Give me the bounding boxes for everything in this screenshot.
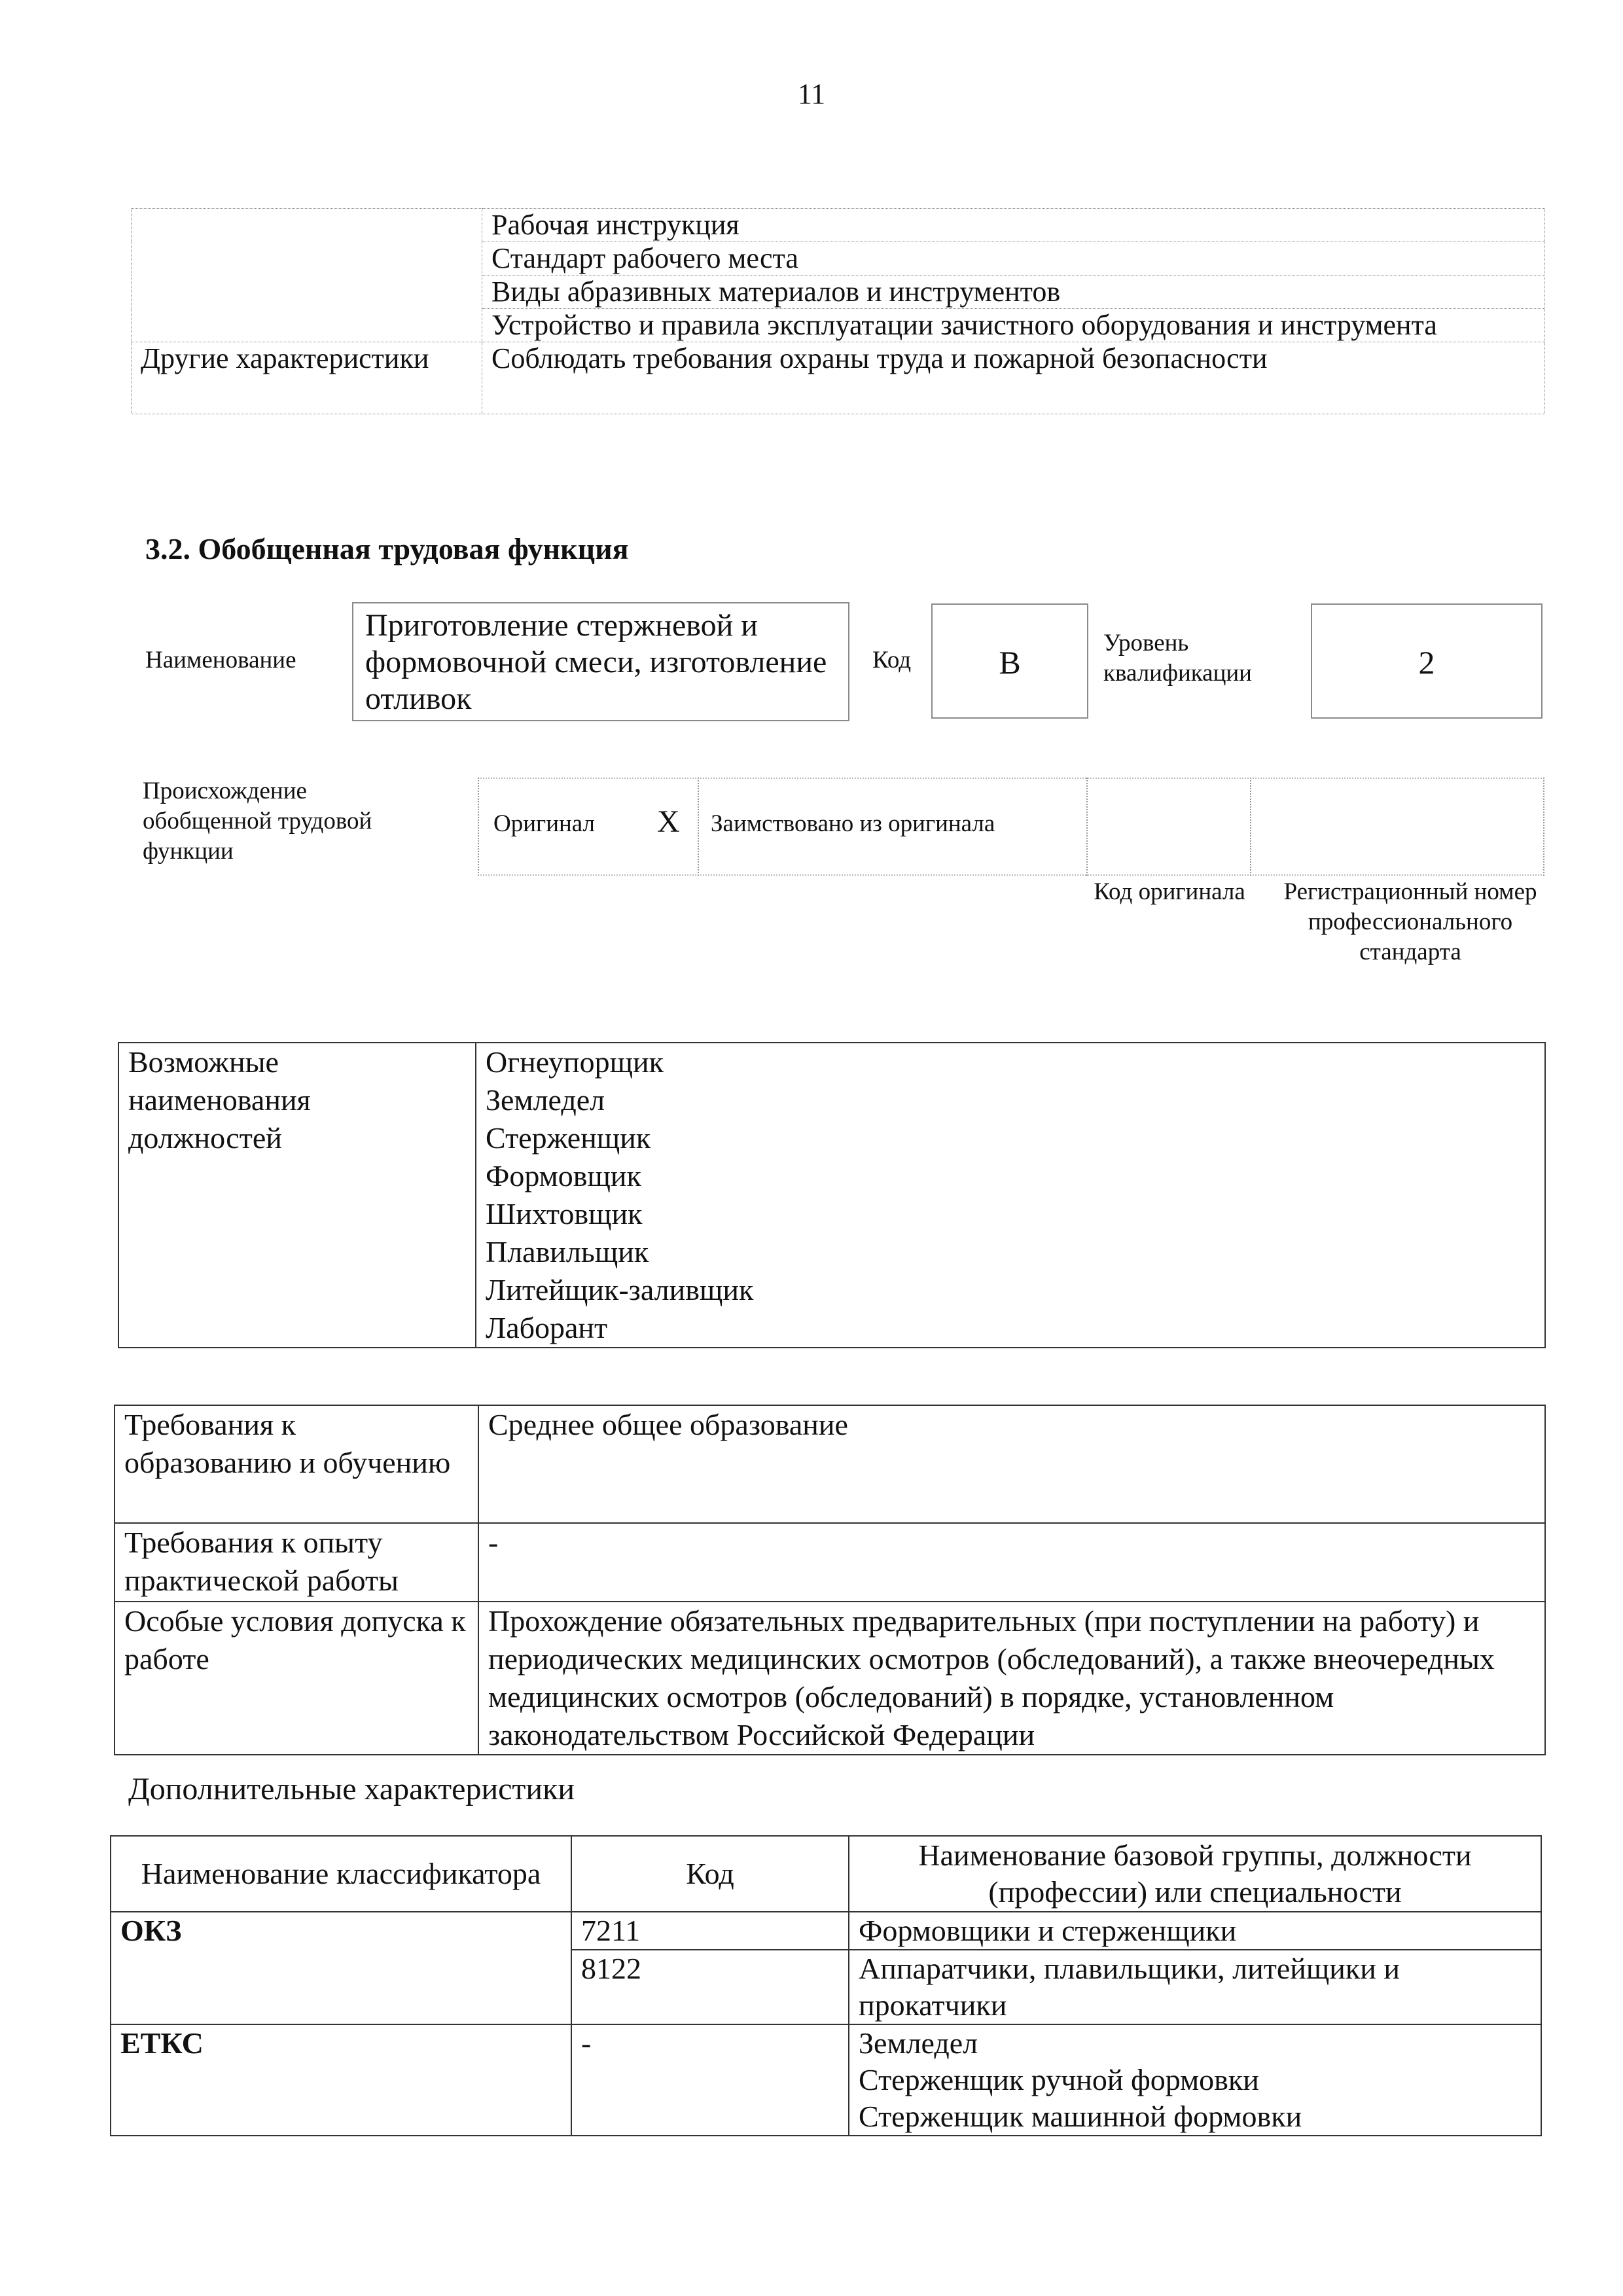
requirement-label: Требования к образованию и обучению xyxy=(115,1405,478,1523)
table-cell-label: Другие характеристики xyxy=(132,342,482,414)
group-name-cell: Аппаратчики, плавильщики, литейщики и прокатчики xyxy=(849,1950,1541,2024)
table-cell: Стандарт рабочего места xyxy=(482,242,1545,276)
original-mark: X xyxy=(657,804,680,839)
requirements-table xyxy=(114,1405,1546,1755)
list-item: Земледел xyxy=(486,1083,605,1117)
reg-number-label: Регистрационный номер профессионального стандарта xyxy=(1283,878,1537,965)
code-cell: 8122 xyxy=(571,1950,849,2024)
table-cell: Соблюдать требования охраны труда и пожарной безопасности xyxy=(482,342,1545,414)
positions-list xyxy=(476,1043,1545,1348)
origin-label: Происхождение обобщенной трудовой функции xyxy=(143,778,372,865)
table-row xyxy=(132,209,1545,242)
header-classifier: Наименование классификатора xyxy=(111,1836,571,1912)
code-label: Код xyxy=(872,647,912,673)
positions-label: Возможные наименования должностей xyxy=(118,1043,476,1348)
origin-row xyxy=(478,778,1544,876)
requirement-value: - xyxy=(478,1523,1545,1602)
table-row xyxy=(132,342,1545,414)
classifier-okz: ОКЗ xyxy=(111,1912,571,2024)
divider xyxy=(1543,778,1544,876)
list-item: Огнеупорщик xyxy=(486,1045,664,1079)
table-row xyxy=(115,1602,1545,1755)
classifier-table xyxy=(110,1835,1542,2136)
name-label: Наименование xyxy=(145,647,296,673)
list-item: Стерженщик машинной формовки xyxy=(859,2100,1302,2133)
extra-heading: Дополнительные характеристики xyxy=(128,1772,575,1806)
list-item: Лаборант xyxy=(486,1311,608,1344)
list-item: Земледел xyxy=(859,2026,978,2060)
table-row xyxy=(111,1912,1541,1950)
list-item: Формовщик xyxy=(486,1159,641,1193)
borrowed-label: Заимствовано из оригинала xyxy=(711,810,995,837)
page-number: 11 xyxy=(797,78,826,110)
group-name-cell xyxy=(849,2024,1541,2136)
table-row xyxy=(118,1043,1545,1348)
divider xyxy=(1086,778,1088,876)
requirement-label: Требования к опыту практической работы xyxy=(115,1523,478,1602)
section-heading: 3.2. Обобщенная трудовая функция xyxy=(145,532,629,565)
requirement-label: Особые условия допуска к работе xyxy=(115,1602,478,1755)
code-cell: 7211 xyxy=(571,1912,849,1950)
table-cell: Виды абразивных материалов и инструментов xyxy=(482,276,1545,309)
divider xyxy=(478,778,479,876)
list-item: Плавильщик xyxy=(486,1235,649,1268)
level-label: Уровень квалификации xyxy=(1103,630,1252,687)
origin-code-label: Код оригинала xyxy=(1094,878,1245,905)
classifier-etks: ЕТКС xyxy=(111,2024,571,2136)
header-group-name: Наименование базовой группы, должности (профессии) или специальности xyxy=(849,1836,1541,1912)
table-header-row xyxy=(111,1836,1541,1912)
divider xyxy=(1250,778,1251,876)
divider xyxy=(478,778,1544,779)
table-row xyxy=(115,1523,1545,1602)
list-item: Стерженщик xyxy=(486,1121,651,1155)
code-cell: - xyxy=(571,2024,849,2136)
positions-table xyxy=(118,1042,1546,1348)
list-item: Стерженщик ручной формовки xyxy=(859,2063,1259,2096)
table-cell: Рабочая инструкция xyxy=(482,209,1545,242)
knowledge-table xyxy=(131,208,1545,414)
level-value-box: 2 xyxy=(1311,603,1543,719)
table-cell: Устройство и правила эксплуатации зачистного оборудования и инструмента xyxy=(482,309,1545,342)
function-name-box: Приготовление стержневой и формовочной смеси, изготовление отливок xyxy=(352,602,849,721)
list-item: Шихтовщик xyxy=(486,1197,643,1230)
original-label: Оригинал xyxy=(493,810,596,837)
table-cell-empty xyxy=(132,209,482,342)
table-row xyxy=(115,1405,1545,1523)
list-item: Литейщик-заливщик xyxy=(486,1273,754,1306)
divider xyxy=(698,778,699,876)
requirement-value: Среднее общее образование xyxy=(478,1405,1545,1523)
divider xyxy=(478,874,1544,876)
table-row xyxy=(111,2024,1541,2136)
code-value-box: В xyxy=(931,603,1088,719)
group-name-cell: Формовщики и стерженщики xyxy=(849,1912,1541,1950)
requirement-value: Прохождение обязательных предварительных (при поступлении на работу) и периодических медицинских осмотров (обследований), а также внеочередных медицинских осмотров (обследований) в порядке, установленном законодательством Российской Федерации xyxy=(478,1602,1545,1755)
header-code: Код xyxy=(571,1836,849,1912)
